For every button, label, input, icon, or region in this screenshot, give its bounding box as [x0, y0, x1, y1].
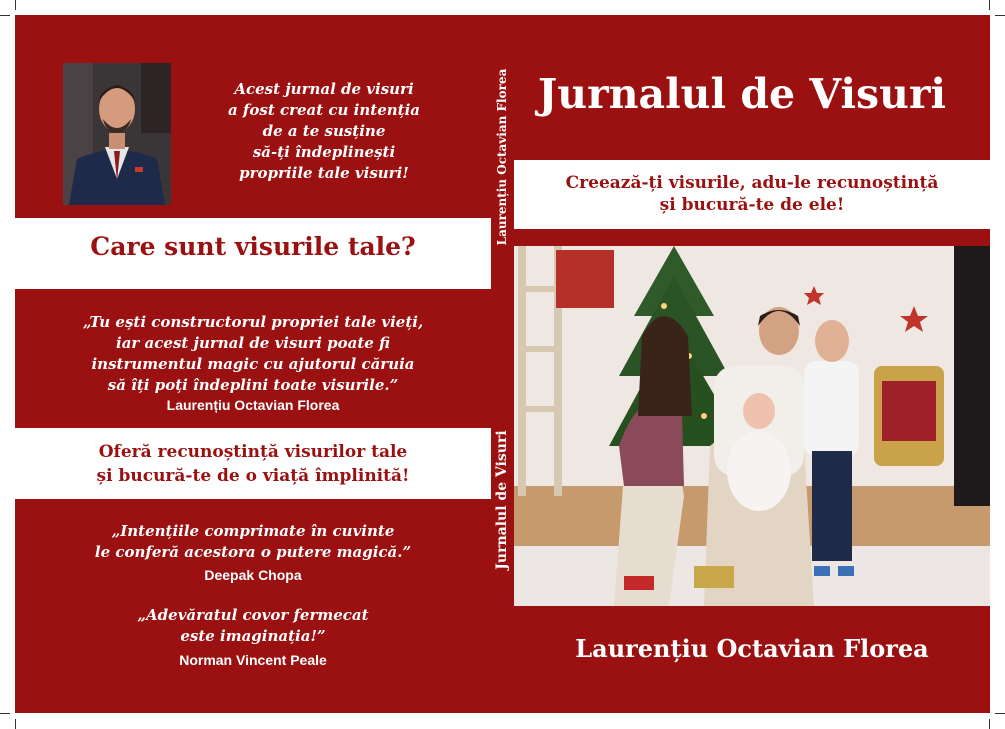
quote-attribution: Laurențiu Octavian Florea — [166, 397, 340, 413]
intro-line: propriile tale visuri! — [239, 164, 409, 182]
quote-line: este imaginația!” — [180, 627, 326, 645]
crop-mark — [989, 719, 990, 729]
gratitude-line: Oferă recunoștință visurilor tale — [98, 442, 408, 462]
gratitude-text — [15, 440, 491, 488]
quote-line: „Intențiile comprimate în cuvinte — [111, 522, 395, 540]
family-photo — [514, 246, 990, 606]
question-heading: Care sunt visurile tale? — [90, 232, 416, 261]
quote-line: iar acest jurnal de visuri poate fi — [116, 334, 390, 352]
front-author: Laurențiu Octavian Florea — [575, 634, 929, 663]
quote-line: „Adevăratul covor fermecat — [137, 606, 369, 624]
quote-attribution: Norman Vincent Peale — [179, 652, 327, 668]
crop-mark — [989, 0, 990, 10]
quote-peale — [40, 605, 466, 647]
quote-author-florea — [40, 312, 466, 396]
spine-title: Jurnalul de Visuri — [494, 430, 510, 570]
crop-mark — [15, 719, 16, 729]
intro-line: a fost creat cu intenția — [227, 101, 421, 119]
book-title: Jurnalul de Visuri — [537, 70, 947, 118]
quote-attribution: Deepak Chopa — [204, 567, 302, 583]
intro-line: să-ți îndeplinești — [252, 143, 396, 161]
intro-text — [196, 79, 452, 184]
quote-deepak — [40, 521, 466, 563]
author-portrait — [63, 63, 171, 205]
subtitle-line: Creează-ți visurile, adu-le recunoștință — [565, 173, 939, 193]
quote-line: „Tu ești constructorul propriei tale vieți, — [82, 313, 424, 331]
subtitle-line: și bucură-te de ele! — [659, 195, 845, 215]
quote-line: le conferă acestora o putere magică.” — [94, 543, 412, 561]
crop-mark — [0, 713, 10, 714]
crop-mark — [995, 713, 1005, 714]
crop-mark — [0, 15, 10, 16]
crop-mark — [995, 15, 1005, 16]
intro-line: Acest jurnal de visuri — [234, 80, 414, 98]
gratitude-line: și bucură-te de o viață împlinită! — [96, 466, 410, 486]
spine-author: Laurențiu Octavian Florea — [495, 68, 509, 246]
crop-mark — [15, 0, 16, 10]
quote-line: să îți poți îndeplini toate visurile.” — [107, 376, 399, 394]
book-subtitle — [514, 172, 990, 216]
intro-line: de a te susține — [262, 122, 386, 140]
quote-line: instrumentul magic cu ajutorul căruia — [91, 355, 415, 373]
